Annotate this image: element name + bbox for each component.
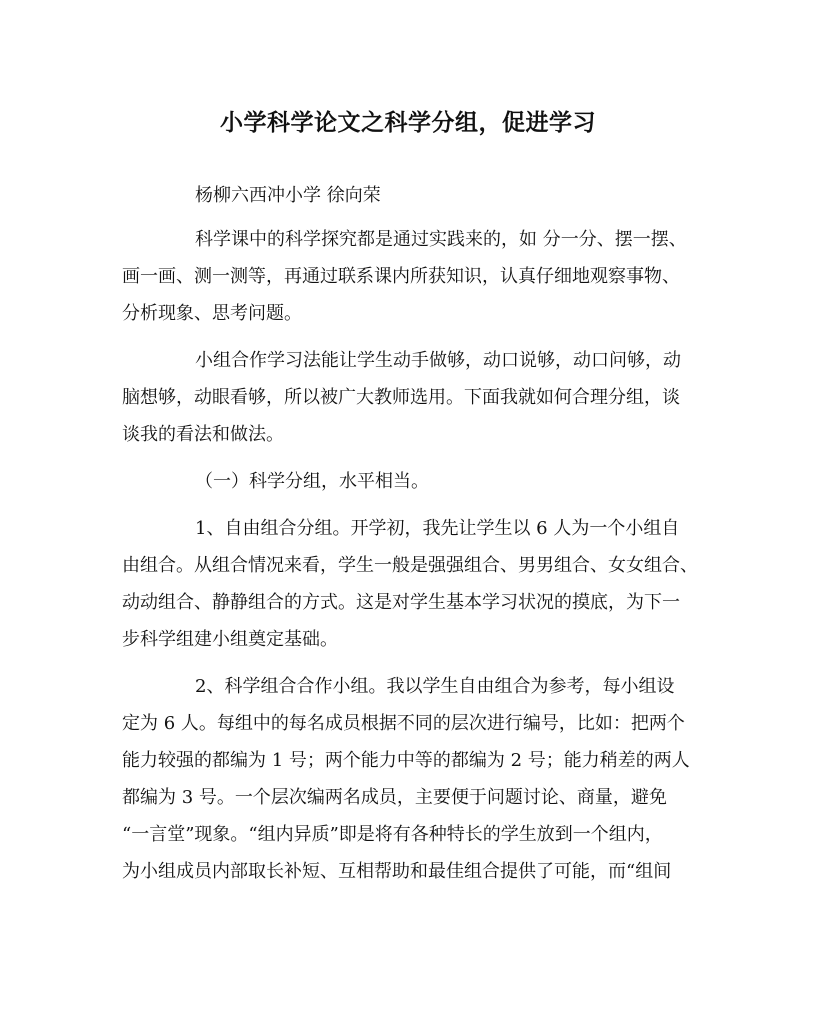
- section-heading: （一）科学分组，水平相当。: [195, 471, 429, 492]
- paragraph-line: 动动组合、静静组合的方式。这是对学生基本学习状况的摸底，为下一: [122, 592, 680, 613]
- paragraph-line: 2、科学组合合作小组。我以学生自由组合为参考，每小组设: [195, 676, 675, 697]
- paragraph-line: 小组合作学习法能让学生动手做够，动口说够，动口问够，动: [195, 350, 681, 371]
- paragraph-line: 都编为 3 号。一个层次编两名成员，主要便于问题讨论、商量，避免: [122, 787, 667, 808]
- paragraph-line: 谈我的看法和做法。: [122, 424, 284, 445]
- author-line: 杨柳六西冲小学 徐向荣: [195, 185, 381, 206]
- paragraph-line: 为小组成员内部取长补短、互相帮助和最佳组合提供了可能，而“组间: [122, 861, 672, 882]
- paragraph-line: 脑想够，动眼看够，所以被广大教师选用。下面我就如何合理分组，谈: [122, 387, 680, 408]
- paragraph-line: “一言堂”现象。“组内异质”即是将有各种特长的学生放到一个组内，: [122, 824, 663, 845]
- paragraph-line: 能力较强的都编为 1 号；两个能力中等的都编为 2 号；能力稍差的两人: [122, 750, 690, 771]
- paragraph-line: 画一画、测一测等，再通过联系课内所获知识，认真仔细地观察事物、: [122, 266, 680, 287]
- paragraph-line: 1、自由组合分组。开学初，我先让学生以 6 人为一个小组自: [195, 518, 680, 539]
- paragraph-line: 定为 6 人。每组中的每名成员根据不同的层次进行编号，比如：把两个: [122, 713, 685, 734]
- paragraph-line: 分析现象、思考问题。: [122, 303, 302, 324]
- paragraph-line: 科学课中的科学探究都是通过实践来的，如 分一分、摆一摆、: [195, 229, 687, 250]
- paragraph-line: 由组合。从组合情况来看，学生一般是强强组合、男男组合、女女组合、: [122, 555, 698, 576]
- document-title: 小学科学论文之科学分组，促进学习: [220, 109, 596, 136]
- paragraph-line: 步科学组建小组奠定基础。: [122, 629, 338, 650]
